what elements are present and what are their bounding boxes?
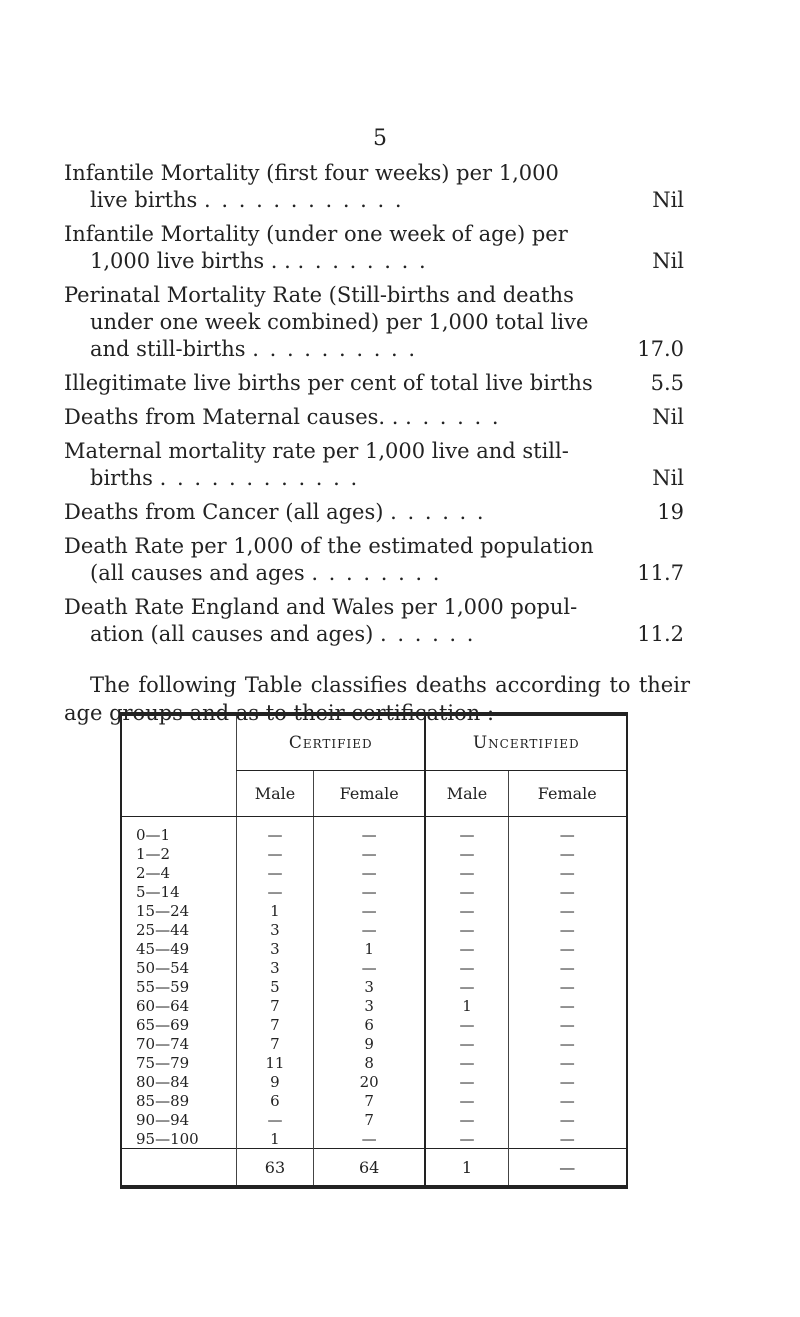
certified-male-cell: 7 <box>237 1034 314 1053</box>
age-group-cell: 25—44 <box>121 920 237 939</box>
leader-dots: . . . . . . <box>390 500 486 524</box>
uncertified-male-header: Male <box>425 771 508 817</box>
age-group-cell: 0—1 <box>121 817 237 845</box>
uncertified-male-cell: — <box>425 1129 508 1149</box>
stat-maternal-deaths <box>64 404 684 431</box>
certified-male-cell: 6 <box>237 1091 314 1110</box>
table-body <box>121 817 627 1149</box>
age-group-cell: 95—100 <box>121 1129 237 1149</box>
uncertified-female-cell: — <box>508 977 627 996</box>
stat-value: Nil <box>652 249 684 273</box>
age-group-cell: 80—84 <box>121 1072 237 1091</box>
page-number: 5 <box>373 126 387 151</box>
certified-male-cell: 3 <box>237 958 314 977</box>
uncertified-male-cell: — <box>425 1110 508 1129</box>
certified-female-cell: 20 <box>313 1072 425 1091</box>
uncertified-male-cell: — <box>425 939 508 958</box>
blank-subheader <box>121 771 237 817</box>
uncertified-male-cell: — <box>425 863 508 882</box>
age-group-cell: 5—14 <box>121 882 237 901</box>
stat-infantile-mortality-four-weeks <box>64 160 684 214</box>
certified-female-cell: — <box>313 958 425 977</box>
uncertified-female-cell: — <box>508 844 627 863</box>
total-uncertified-male: 1 <box>425 1149 508 1188</box>
table-row <box>121 958 627 977</box>
certified-male-cell: 11 <box>237 1053 314 1072</box>
uncertified-female-cell: — <box>508 1129 627 1149</box>
uncertified-female-cell: — <box>508 882 627 901</box>
uncertified-male-cell: — <box>425 1091 508 1110</box>
uncertified-male-cell: — <box>425 901 508 920</box>
table-intro-paragraph: The following Table classifies deaths according to their age groups and as to their certification :— <box>64 673 690 725</box>
leader-dots: . . . . . . . . . . <box>252 337 418 361</box>
leader-dots: . . . . . . <box>405 405 501 429</box>
age-group-cell: 75—79 <box>121 1053 237 1072</box>
table-row <box>121 1110 627 1129</box>
table-row <box>121 863 627 882</box>
age-group-cell: 90—94 <box>121 1110 237 1129</box>
stat-label: Infantile Mortality (under one week of age) per 1,000 live births . . <box>64 222 568 273</box>
certified-male-cell: 3 <box>237 920 314 939</box>
stat-value: Nil <box>652 188 684 212</box>
table-row <box>121 1091 627 1110</box>
age-group-cell: 85—89 <box>121 1091 237 1110</box>
uncertified-female-cell: — <box>508 817 627 845</box>
stat-label: Infantile Mortality (first four weeks) per 1,000 live births <box>64 161 559 212</box>
leader-dots: . . . . . . . . . . . . <box>204 188 404 212</box>
stat-maternal-mortality-rate <box>64 438 684 492</box>
uncertified-female-cell: — <box>508 958 627 977</box>
certified-female-cell: — <box>313 844 425 863</box>
certified-male-cell: 9 <box>237 1072 314 1091</box>
stat-label: Perinatal Mortality Rate (Still-births and deaths under one week combined) per 1,000 total live and still-births <box>64 283 589 361</box>
uncertified-female-cell: — <box>508 863 627 882</box>
totals-row <box>121 1149 627 1188</box>
table-row <box>121 817 627 845</box>
uncertified-female-cell: — <box>508 920 627 939</box>
certified-male-cell: — <box>237 844 314 863</box>
uncertified-female-cell: — <box>508 1072 627 1091</box>
certified-male-cell: — <box>237 1110 314 1129</box>
table-row <box>121 1072 627 1091</box>
table-row <box>121 920 627 939</box>
table-row <box>121 977 627 996</box>
stat-cancer-deaths <box>64 499 684 526</box>
certified-male-cell: 7 <box>237 1015 314 1034</box>
stat-label: Death Rate England and Wales per 1,000 popul-ation (all causes and ages) <box>64 595 578 646</box>
stat-value: 19 <box>657 500 684 524</box>
stat-label: Maternal mortality rate per 1,000 live and still-births <box>64 439 569 490</box>
table-row <box>121 1129 627 1149</box>
uncertified-female-header: Female <box>508 771 627 817</box>
vital-statistics-list <box>64 160 684 655</box>
stat-illegitimate-births <box>64 370 684 397</box>
stat-value: Nil <box>652 466 684 490</box>
uncertified-male-cell: — <box>425 844 508 863</box>
uncertified-male-cell: — <box>425 817 508 845</box>
stat-label: Deaths from Cancer (all ages) <box>64 500 384 524</box>
stat-label: Death Rate per 1,000 of the estimated population (all causes and ages <box>64 534 594 585</box>
uncertified-female-cell: — <box>508 1110 627 1129</box>
certified-female-cell: 3 <box>313 977 425 996</box>
certified-male-cell: 1 <box>237 901 314 920</box>
uncertified-male-cell: — <box>425 1015 508 1034</box>
table-row <box>121 901 627 920</box>
totals-label-cell <box>121 1149 237 1188</box>
table-row <box>121 939 627 958</box>
leader-dots: . . . . . . . . <box>311 561 442 585</box>
stat-perinatal-mortality <box>64 282 684 363</box>
age-group-cell: 65—69 <box>121 1015 237 1034</box>
stat-label: Deaths from Maternal causes. . <box>64 405 399 429</box>
total-certified-female: 64 <box>313 1149 425 1188</box>
table-row <box>121 1015 627 1034</box>
certified-female-cell: — <box>313 920 425 939</box>
age-group-cell: 2—4 <box>121 863 237 882</box>
certified-female-cell: 9 <box>313 1034 425 1053</box>
certified-male-cell: 3 <box>237 939 314 958</box>
certified-female-cell: — <box>313 901 425 920</box>
stat-death-rate-local <box>64 533 684 587</box>
uncertified-header: Uncertified <box>425 714 627 771</box>
stat-label: Illegitimate live births per cent of total live births <box>64 371 593 395</box>
uncertified-female-cell: — <box>508 1053 627 1072</box>
certified-male-cell: — <box>237 882 314 901</box>
uncertified-male-cell: — <box>425 1072 508 1091</box>
uncertified-female-cell: — <box>508 901 627 920</box>
uncertified-male-cell: — <box>425 977 508 996</box>
age-group-cell: 15—24 <box>121 901 237 920</box>
deaths-by-age-table <box>120 712 628 1189</box>
table-row <box>121 1034 627 1053</box>
certified-female-cell: 1 <box>313 939 425 958</box>
age-group-cell: 50—54 <box>121 958 237 977</box>
stat-death-rate-england-wales <box>64 594 684 648</box>
certified-female-cell: — <box>313 882 425 901</box>
uncertified-female-cell: — <box>508 996 627 1015</box>
uncertified-female-cell: — <box>508 1034 627 1053</box>
leader-dots: . . . . . . . . <box>297 249 428 273</box>
table-row <box>121 1053 627 1072</box>
total-uncertified-female: — <box>508 1149 627 1188</box>
uncertified-female-cell: — <box>508 1091 627 1110</box>
certified-female-cell: 7 <box>313 1091 425 1110</box>
age-group-cell: 60—64 <box>121 996 237 1015</box>
certified-male-cell: — <box>237 863 314 882</box>
certified-female-cell: — <box>313 817 425 845</box>
certified-male-cell: — <box>237 817 314 845</box>
certified-male-cell: 1 <box>237 1129 314 1149</box>
uncertified-male-cell: — <box>425 882 508 901</box>
uncertified-male-cell: — <box>425 1053 508 1072</box>
blank-header <box>121 714 237 771</box>
stat-infantile-mortality-one-week <box>64 221 684 275</box>
certified-female-header: Female <box>313 771 425 817</box>
table-row <box>121 996 627 1015</box>
uncertified-male-cell: — <box>425 920 508 939</box>
uncertified-female-cell: — <box>508 939 627 958</box>
uncertified-female-cell: — <box>508 1015 627 1034</box>
uncertified-male-cell: — <box>425 958 508 977</box>
certified-female-cell: 7 <box>313 1110 425 1129</box>
certified-male-cell: 7 <box>237 996 314 1015</box>
age-group-cell: 1—2 <box>121 844 237 863</box>
table-row <box>121 882 627 901</box>
certified-female-cell: 8 <box>313 1053 425 1072</box>
certified-male-header: Male <box>237 771 314 817</box>
certified-header: Certified <box>237 714 426 771</box>
leader-dots: . . . . . . <box>380 622 476 646</box>
stat-value: 11.2 <box>637 622 684 646</box>
stat-value: 11.7 <box>637 561 684 585</box>
leader-dots: . . . . . . . . . . . . <box>159 466 360 490</box>
age-group-cell: 55—59 <box>121 977 237 996</box>
certified-male-cell: 5 <box>237 977 314 996</box>
certified-female-cell: 3 <box>313 996 425 1015</box>
uncertified-male-cell: — <box>425 1034 508 1053</box>
table-row <box>121 844 627 863</box>
stat-value: Nil <box>652 405 684 429</box>
stat-value: 17.0 <box>637 337 684 361</box>
age-group-cell: 70—74 <box>121 1034 237 1053</box>
total-certified-male: 63 <box>237 1149 314 1188</box>
age-group-cell: 45—49 <box>121 939 237 958</box>
certified-female-cell: — <box>313 863 425 882</box>
uncertified-male-cell: 1 <box>425 996 508 1015</box>
certified-female-cell: 6 <box>313 1015 425 1034</box>
stat-value: 5.5 <box>650 371 684 395</box>
certified-female-cell: — <box>313 1129 425 1149</box>
